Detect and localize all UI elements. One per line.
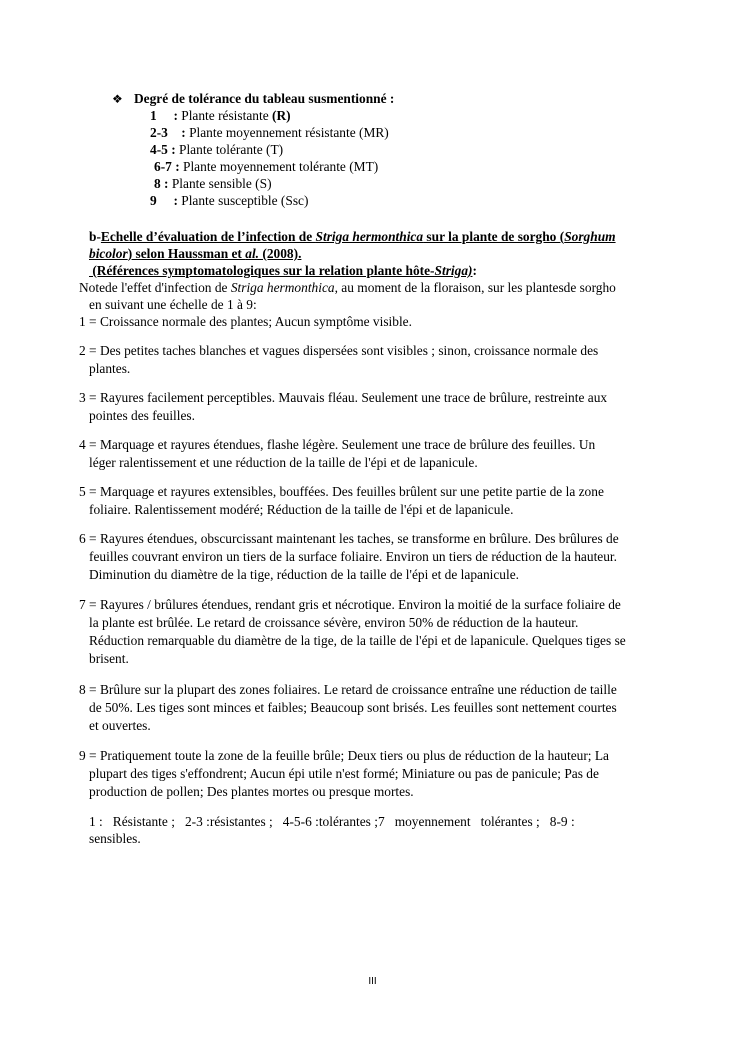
tolerance-item: 1 : Plante résistante (R) — [150, 108, 291, 123]
scale-item-6: 6 = Rayures étendues, obscurcissant maintenant les taches, se transforme en brûlure. Des brûlures de feuilles couvrant environ un tiers de la surface foliaire. Environ un tiers de réduction de la hauteur. Diminution du diamètre de la tige, réduction de la taille de l'épi et de lapanicule. — [79, 531, 619, 582]
tolerance-item: 8 : Plante sensible (S) — [154, 176, 272, 191]
summary-line: 1 : Résistante ; 2-3 :résistantes ; 4-5-6 :tolérantes ;7 moyennement tolérantes ; 8-9 : — [89, 814, 575, 829]
scale-item-5: 5 = Marquage et rayures extensibles, bouffées. Des feuilles brûlent sur une petite partie de la zone foliaire. Ralentissement modéré; Réduction de la taille de l'épi et de lapanicule. — [79, 484, 604, 517]
section-b-subtitle: (Références symptomatologiques sur la relation plante hôte-Striga): — [89, 263, 477, 278]
scale-item-1: 1 = Croissance normale des plantes; Aucun symptôme visible. — [79, 314, 412, 329]
tolerance-item: 4-5 : Plante tolérante (T) — [150, 142, 284, 157]
scale-item-8: 8 = Brûlure sur la plupart des zones foliaires. Le retard de croissance entraîne une réduction de taille de 50%. Les tiges sont minces et faibles; Beaucoup sont brisés. Les feuilles sont nettement courtes et ouvertes. — [79, 682, 617, 733]
scale-item-3: 3 = Rayures facilement perceptibles. Mauvais fléau. Seulement une trace de brûlure, restreinte aux pointes des feuilles. — [79, 390, 608, 423]
summary-line-2: sensibles. — [89, 831, 141, 846]
diamond-bullet-icon: ❖ — [112, 92, 123, 106]
tolerance-item: 6-7 : Plante moyennement tolérante (MT) — [154, 159, 379, 174]
scale-item-4: 4 = Marquage et rayures étendues, flashe légère. Seulement une trace de brûlure des feuilles. Un léger ralentissement et une réduction de la taille de l'épi et de lapanicule. — [79, 437, 596, 470]
scale-item-2: 2 = Des petites taches blanches et vagues dispersées sont visibles ; sinon, croissance normale des plantes. — [79, 343, 599, 376]
scale-item-7: 7 = Rayures / brûlures étendues, rendant gris et nécrotique. Environ la moitié de la surface foliaire de la plante est brûlée. Le retard de croissance sévère, environ 50% de réduction de la hauteur. Réduction remarquable du diamètre de la tige, de la taille de l'épi et de lapanicule. Quelques tiges se brisent. — [79, 597, 626, 666]
page-number: III — [368, 976, 377, 987]
section-b-title: b-Echelle d’évaluation de l’infection de Striga hermonthica sur la plante de sorgho (Sorghum — [89, 229, 616, 244]
tolerance-heading: Degré de tolérance du tableau susmentionné : — [134, 91, 395, 106]
intro-line: Notede l'effet d'infection de Striga hermonthica, au moment de la floraison, sur les plantesde sorgho — [79, 280, 616, 295]
tolerance-item: 2-3 : Plante moyennement résistante (MR) — [150, 125, 389, 140]
intro-line-2: en suivant une échelle de 1 à 9: — [89, 297, 257, 312]
scale-item-9: 9 = Pratiquement toute la zone de la feuille brûle; Deux tiers ou plus de réduction de la hauteur; La plupart des tiges s'effondrent; Aucun épi utile n'est formé; Miniature ou pas de panicule; Pas de production de pollen; Des plantes mortes ou presque mortes. — [79, 748, 609, 799]
section-b-title-cont: bicolor) selon Haussman et al. (2008). — [89, 246, 302, 261]
tolerance-item: 9 : Plante susceptible (Ssc) — [150, 193, 309, 208]
